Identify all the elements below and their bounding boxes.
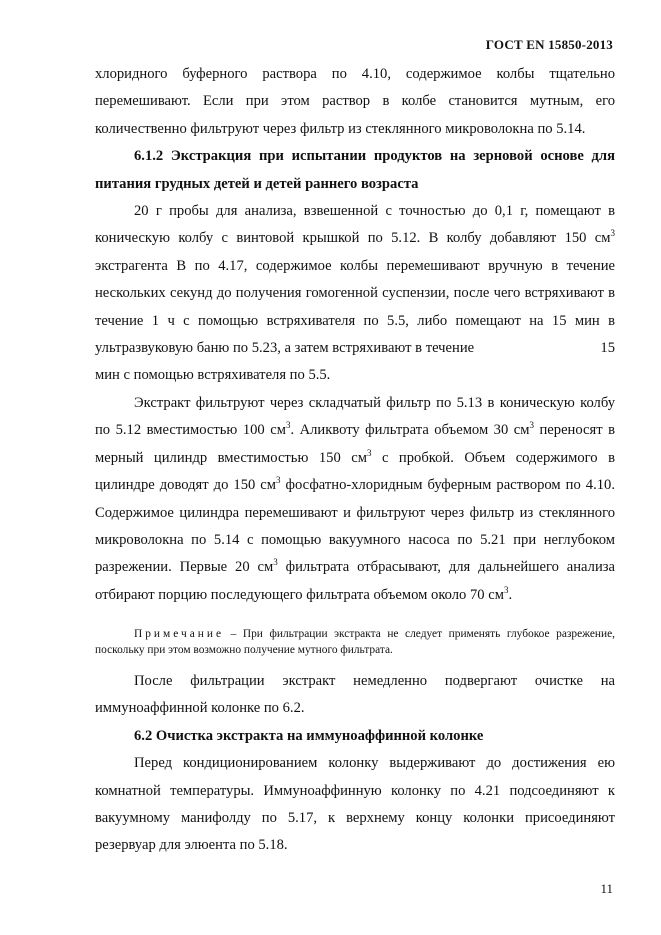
paragraph-filtration: Экстракт фильтруют через складчатый фильтр по 5.13 в коническую колбу по 5.12 вместимостью 100 $см^3$. Аликвоту фильтрата объемом 30 $см^3$ переносят в мерный цилиндр вместимостью 150 $см^3$ с пробкой. Объем содержимого в цилиндре доводят до 150 $см^3$ фосфатно-хлоридным буферным раствором по 4.10. Содержимое цилиндра перемешивают и фильтруют через фильтр из стеклянного микроволокна по 5.14 с помощью вакуумного насоса по 5.21 при неглубоком разрежении. Первые 20 $см^3$ фильтрата отбрасывают, для дальнейшего анализа отбирают порцию последующего фильтрата объемом около 70 $см^3$. (95, 394, 615, 603)
section-heading-6-1-2: 6.1.2 Экстракция при испытании продуктов на зерновой основе для питания грудных детей и детей раннего возраста (95, 148, 615, 192)
text-block-upper (95, 61, 615, 609)
section-heading-6-2: 6.2 Очистка экстракта на иммуноаффинной колонке (134, 727, 484, 744)
paragraph-continuation: хлоридного буферного раствора по 4.10, содержимое колбы тщательно перемешивают. Если при этом раствор в колбе становится мутным, его количественно фильтруют через фильтр из стеклянного микроволокна по 5.14. (95, 66, 615, 137)
inline-number-15: 15 (600, 340, 615, 357)
paragraph-sample-extraction: 20 г пробы для анализа, взвешенной с точностью до 0,1 г, помещают в коническую колбу с винтовой крышкой по 5.12. В колбу добавляют 150 $см^3$ экстрагента В по 4.17, содержимое колбы перемешивают вручную в течение нескольких секунд до получения гомогенной суспензии, после чего встряхивают в течение 1 ч с помощью встряхивателя по 5.5, либо помещают на 15 мин в ультразвуковую баню по 5.23, а затем встряхивают в течение 15 (95, 198, 615, 362)
note (95, 627, 615, 658)
text-block-lower (95, 668, 615, 860)
note-text: – При фильтрации экстракта не следует применять глубокое разрежение, поскольку при этом возможно получение мутного фильтрата. (95, 628, 615, 656)
standard-designation: ГОСТ EN 15850-2013 (485, 37, 613, 52)
page-number: 11 (600, 881, 613, 896)
paragraph-sample-extraction-end: мин с помощью встряхивателя по 5.5. (95, 367, 331, 384)
paragraph-after-filtration: После фильтрации экстракт немедленно подвергают очистке на иммуноаффинной колонке по 6.2. (95, 673, 615, 717)
paragraph-conditioning: Перед кондиционированием колонку выдерживают до достижения ею комнатной температуры. Иммуноаффинную колонку по 4.21 подсоединяют к вакуумному манифолду по 5.17, к верхнему концу колонки присоединяют резервуар для элюента по 5.18. (95, 755, 615, 854)
note-label: Примечание (134, 628, 225, 640)
